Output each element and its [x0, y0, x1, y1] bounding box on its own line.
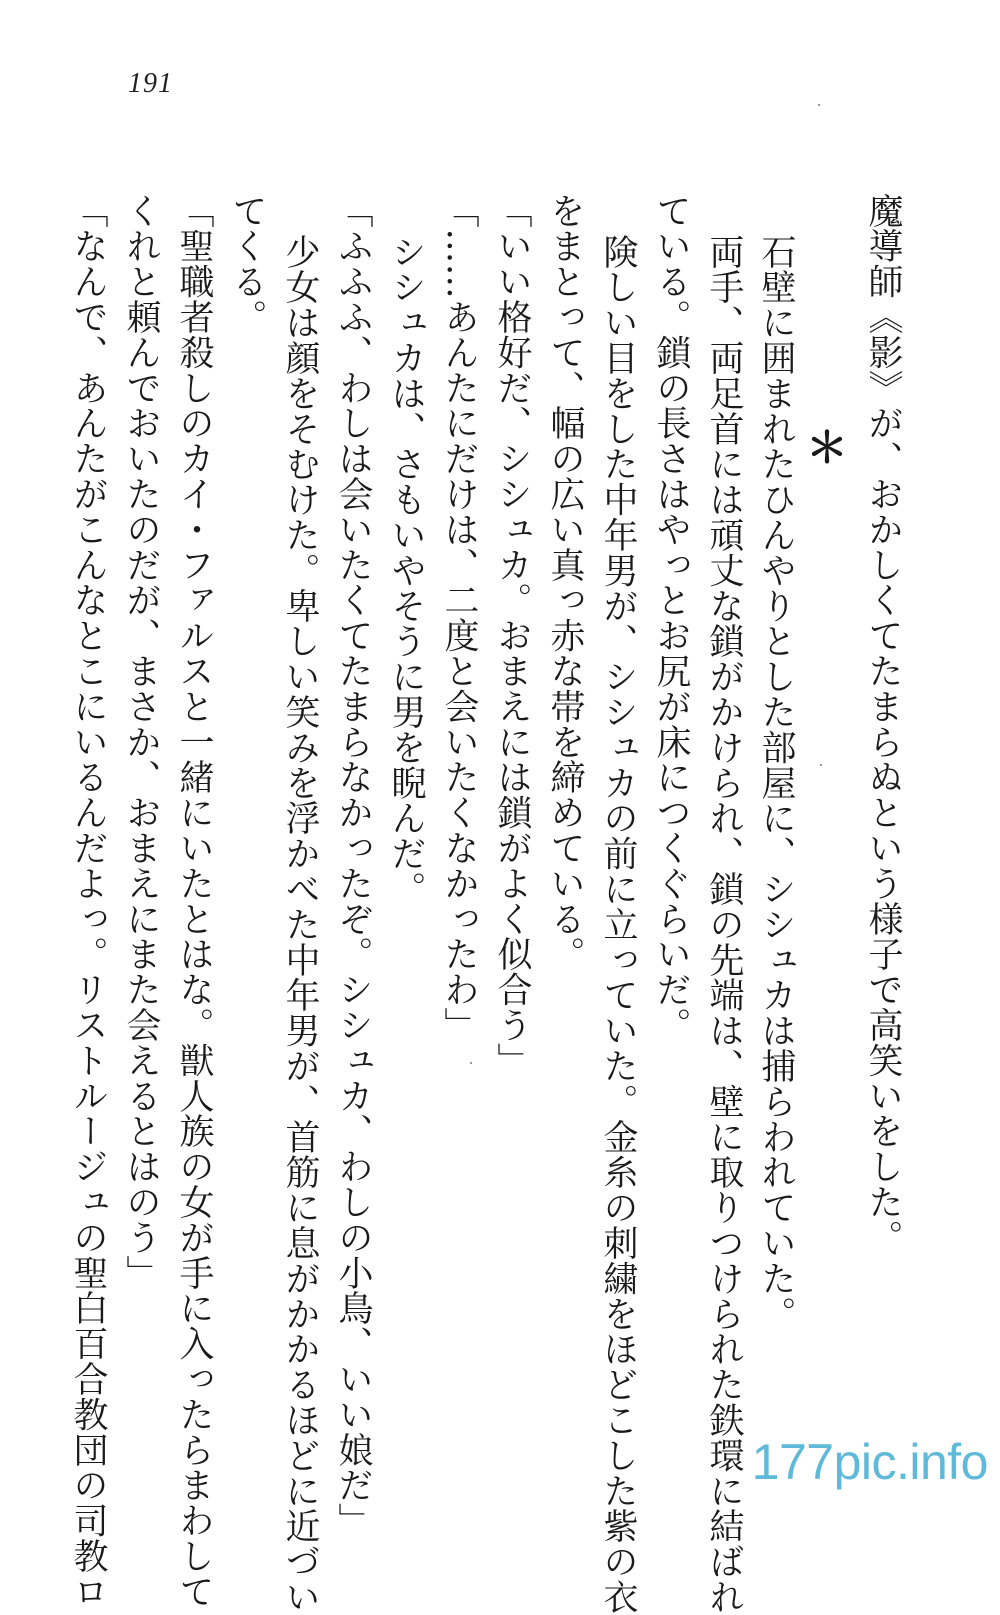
text-line: 「ふふふ、わしは会いたくてたまらなかったぞ。シシュカ、わしの小鳥、いい娘だ」	[333, 193, 373, 1539]
scan-speck	[820, 764, 822, 766]
text-line: 「聖職者殺しのカイ・ファルスと一緒にいたとはな。獣人族の女が手に入ったらまわして	[174, 193, 214, 1609]
page-number: 191	[128, 68, 173, 99]
text-line: シシュカは、さもいやそうに男を睨んだ。	[386, 234, 426, 907]
text-line: 両手、両足首には頑丈な鎖がかけられ、鎖の先端は、壁に取りつけられた鉄環に結ばれ	[704, 234, 744, 1615]
text-line: 少女は顔をそむけた。卑しい笑みを浮かべた中年男が、首筋に息がかかるほどに近づい	[280, 234, 320, 1615]
text-line: 石壁に囲まれたひんやりとした部屋に、シシュカは捕らわれていた。	[756, 234, 796, 1332]
watermark-logo: 177pic.info	[751, 1434, 988, 1490]
text-line: 「……あんたにだけは、二度と会いたくなかったわ」	[439, 193, 479, 1043]
text-line: くれと頼んでおいたのだが、まさか、おまえにまた会えるとはのう」	[121, 193, 161, 1291]
text-line: をまとって、幅の広い真っ赤な帯を締めている。	[545, 193, 585, 972]
scan-speck	[818, 104, 820, 106]
text-line: ている。鎖の長さはやっとお尻が床につくぐらいだ。	[651, 193, 691, 1043]
text-line: てくる。	[227, 193, 267, 335]
section-separator: ＊	[806, 423, 849, 472]
text-line: 険しい目をした中年男が、シシュカの前に立っていた。金糸の刺繍をほどこした紫の衣	[598, 234, 638, 1615]
text-line: 「いい格好だ、シシュカ。おまえには鎖がよく似合う」	[492, 193, 532, 1078]
text-line: 魔導師《影》が、おかしくてたまらぬという様子で高笑いをした。	[863, 193, 903, 1255]
scan-speck	[470, 1062, 472, 1064]
text-line: 「なんで、あんたがこんなとこにいるんだよっ。リストルージュの聖白百合教団の司教ロ	[68, 193, 108, 1609]
